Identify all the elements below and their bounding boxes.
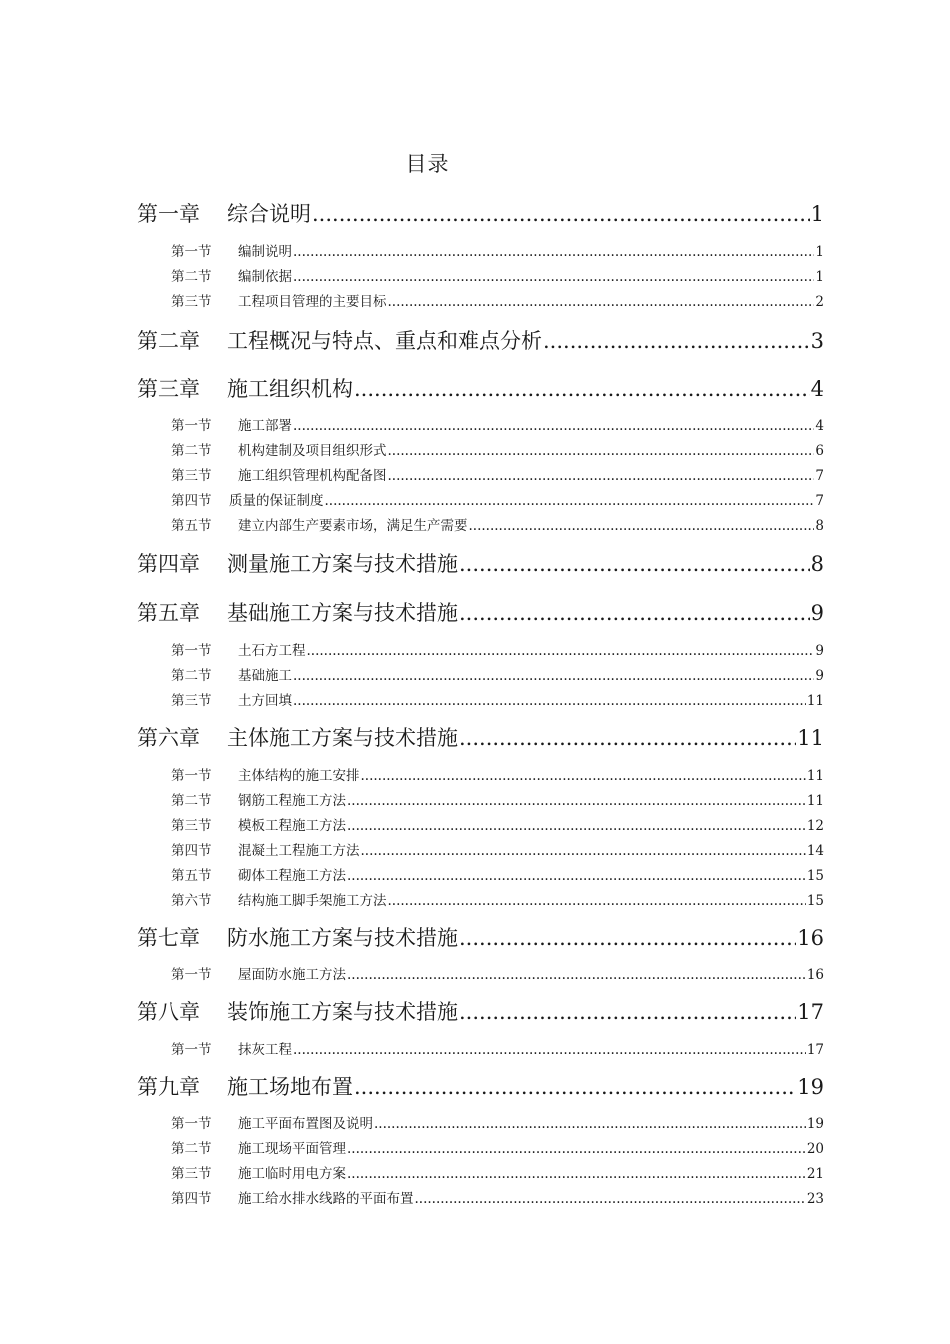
entry-page-number: 7 bbox=[815, 468, 824, 484]
entry-title: 模板工程施工方法 bbox=[238, 818, 346, 834]
dot-leader bbox=[347, 967, 806, 983]
entry-title: 工程概况与特点、重点和难点分析 bbox=[227, 329, 542, 353]
entry-title: 结构施工脚手架施工方法 bbox=[238, 893, 387, 909]
toc-section-entry[interactable] bbox=[171, 464, 824, 484]
entry-number: 第二节 bbox=[171, 668, 212, 684]
entry-page-number: 9 bbox=[815, 668, 824, 684]
entry-number: 第八章 bbox=[137, 1000, 200, 1024]
entry-number: 第三节 bbox=[171, 818, 212, 834]
entry-page-number: 21 bbox=[806, 1166, 824, 1182]
entry-number: 第三节 bbox=[171, 693, 212, 709]
entry-number: 第二节 bbox=[171, 443, 212, 459]
dot-leader bbox=[293, 1042, 806, 1058]
toc-section-entry[interactable] bbox=[171, 664, 824, 684]
entry-title: 综合说明 bbox=[227, 202, 311, 226]
entry-title: 编制依据 bbox=[238, 269, 292, 285]
toc-title: 目录 bbox=[405, 152, 450, 176]
entry-page-number: 16 bbox=[806, 967, 824, 983]
entry-title: 施工组织管理机构配备图 bbox=[238, 468, 387, 484]
dot-leader bbox=[361, 768, 806, 784]
dot-leader bbox=[543, 329, 810, 353]
entry-page-number: 12 bbox=[806, 818, 824, 834]
entry-title: 混凝土工程施工方法 bbox=[238, 843, 360, 859]
entry-title: 建立内部生产要素市场，满足生产需要 bbox=[238, 518, 468, 534]
entry-page-number: 1 bbox=[815, 244, 824, 260]
entry-number: 第六章 bbox=[137, 726, 200, 750]
dot-leader bbox=[388, 468, 815, 484]
toc-section-entry[interactable] bbox=[171, 764, 824, 784]
entry-title: 屋面防水施工方法 bbox=[238, 967, 346, 983]
entry-number: 第四节 bbox=[171, 1191, 212, 1207]
dot-leader bbox=[347, 1166, 806, 1182]
entry-number: 第七章 bbox=[137, 926, 200, 950]
entry-page-number: 19 bbox=[797, 1075, 824, 1099]
entry-page-number: 11 bbox=[797, 726, 824, 750]
entry-number: 第一节 bbox=[171, 1116, 212, 1132]
entry-number: 第三章 bbox=[137, 377, 200, 401]
toc-section-entry[interactable] bbox=[171, 689, 824, 709]
entry-title: 土方回填 bbox=[238, 693, 292, 709]
entry-page-number: 1 bbox=[810, 202, 824, 226]
dot-leader bbox=[312, 202, 810, 226]
entry-page-number: 8 bbox=[810, 552, 824, 576]
entry-page-number: 20 bbox=[806, 1141, 824, 1157]
entry-page-number: 15 bbox=[806, 868, 824, 884]
entry-page-number: 1 bbox=[815, 269, 824, 285]
entry-number: 第一章 bbox=[137, 202, 200, 226]
entry-number: 第一节 bbox=[171, 643, 212, 659]
toc-chapter-entry[interactable] bbox=[137, 722, 824, 752]
entry-title: 防水施工方案与技术措施 bbox=[227, 926, 458, 950]
entry-title: 装饰施工方案与技术措施 bbox=[227, 1000, 458, 1024]
entry-title: 施工组织机构 bbox=[227, 377, 353, 401]
entry-number: 第五节 bbox=[171, 868, 212, 884]
entry-number: 第五节 bbox=[171, 518, 212, 534]
entry-title: 编制说明 bbox=[238, 244, 292, 260]
entry-page-number: 9 bbox=[810, 601, 824, 625]
entry-page-number: 8 bbox=[815, 518, 824, 534]
dot-leader bbox=[361, 843, 806, 859]
entry-page-number: 4 bbox=[810, 377, 824, 401]
entry-title: 施工临时用电方案 bbox=[238, 1166, 346, 1182]
entry-number: 第三节 bbox=[171, 468, 212, 484]
entry-page-number: 9 bbox=[815, 643, 824, 659]
entry-number: 第一节 bbox=[171, 967, 212, 983]
entry-page-number: 7 bbox=[815, 493, 824, 509]
toc-section-entry[interactable] bbox=[171, 839, 824, 859]
entry-title: 施工现场平面管理 bbox=[238, 1141, 346, 1157]
dot-leader bbox=[459, 726, 796, 750]
dot-leader bbox=[354, 377, 810, 401]
entry-number: 第四章 bbox=[137, 552, 200, 576]
toc-section-entry[interactable] bbox=[171, 489, 824, 509]
toc-section-entry[interactable] bbox=[171, 814, 824, 834]
toc-section-entry[interactable] bbox=[171, 240, 824, 260]
dot-leader bbox=[347, 1141, 806, 1157]
toc-section-entry[interactable] bbox=[171, 639, 824, 659]
entry-number: 第一节 bbox=[171, 768, 212, 784]
entry-title: 施工部署 bbox=[238, 418, 292, 434]
entry-page-number: 11 bbox=[806, 768, 824, 784]
toc-section-entry[interactable] bbox=[171, 963, 824, 983]
entry-page-number: 19 bbox=[806, 1116, 824, 1132]
toc-section-entry[interactable] bbox=[171, 1187, 824, 1207]
toc-section-entry[interactable] bbox=[171, 1162, 824, 1182]
dot-leader bbox=[388, 893, 806, 909]
entry-number: 第二节 bbox=[171, 1141, 212, 1157]
dot-leader bbox=[347, 818, 806, 834]
entry-page-number: 11 bbox=[806, 693, 824, 709]
entry-number: 第五章 bbox=[137, 601, 200, 625]
dot-leader bbox=[459, 552, 810, 576]
dot-leader bbox=[347, 868, 806, 884]
entry-page-number: 23 bbox=[806, 1191, 824, 1207]
toc-chapter-entry[interactable] bbox=[137, 325, 824, 355]
toc-section-entry[interactable] bbox=[171, 789, 824, 809]
dot-leader bbox=[307, 643, 815, 659]
dot-leader bbox=[374, 1116, 806, 1132]
dot-leader bbox=[347, 793, 806, 809]
dot-leader bbox=[293, 418, 814, 434]
entry-number: 第二节 bbox=[171, 269, 212, 285]
toc-section-entry[interactable] bbox=[171, 290, 824, 310]
toc-chapter-entry[interactable] bbox=[137, 922, 824, 952]
entry-title: 测量施工方案与技术措施 bbox=[227, 552, 458, 576]
entry-title: 工程项目管理的主要目标 bbox=[238, 294, 387, 310]
entry-number: 第六节 bbox=[171, 893, 212, 909]
entry-number: 第二章 bbox=[137, 329, 200, 353]
dot-leader bbox=[293, 244, 814, 260]
dot-leader bbox=[354, 1075, 796, 1099]
entry-page-number: 15 bbox=[806, 893, 824, 909]
entry-number: 第一节 bbox=[171, 244, 212, 260]
entry-title: 钢筋工程施工方法 bbox=[238, 793, 346, 809]
entry-title: 施工给水排水线路的平面布置 bbox=[238, 1191, 414, 1207]
toc-section-entry[interactable] bbox=[171, 439, 824, 459]
entry-number: 第四节 bbox=[171, 843, 212, 859]
toc-section-entry[interactable] bbox=[171, 864, 824, 884]
entry-title: 抹灰工程 bbox=[238, 1042, 292, 1058]
entry-page-number: 17 bbox=[806, 1042, 824, 1058]
entry-title: 土石方工程 bbox=[238, 643, 306, 659]
entry-title: 机构建制及项目组织形式 bbox=[238, 443, 387, 459]
dot-leader bbox=[388, 294, 815, 310]
toc-chapter-entry[interactable] bbox=[137, 373, 824, 403]
entry-page-number: 2 bbox=[815, 294, 824, 310]
dot-leader bbox=[293, 269, 814, 285]
toc-section-entry[interactable] bbox=[171, 414, 824, 434]
toc-section-entry[interactable] bbox=[171, 1038, 824, 1058]
entry-title: 主体结构的施工安排 bbox=[238, 768, 360, 784]
entry-page-number: 14 bbox=[806, 843, 824, 859]
dot-leader bbox=[293, 693, 806, 709]
toc-chapter-entry[interactable] bbox=[137, 597, 824, 627]
toc-chapter-entry[interactable] bbox=[137, 1071, 824, 1101]
entry-page-number: 16 bbox=[797, 926, 824, 950]
entry-number: 第九章 bbox=[137, 1075, 200, 1099]
entry-page-number: 11 bbox=[806, 793, 824, 809]
entry-page-number: 4 bbox=[815, 418, 824, 434]
entry-number: 第三节 bbox=[171, 294, 212, 310]
entry-number: 第四节 bbox=[171, 493, 212, 509]
dot-leader bbox=[469, 518, 815, 534]
entry-number: 第一节 bbox=[171, 1042, 212, 1058]
toc-chapter-entry[interactable] bbox=[137, 996, 824, 1026]
entry-title: 质量的保证制度 bbox=[229, 493, 324, 509]
toc-section-entry[interactable] bbox=[171, 265, 824, 285]
entry-page-number: 17 bbox=[797, 1000, 824, 1024]
dot-leader bbox=[459, 1000, 796, 1024]
entry-title: 主体施工方案与技术措施 bbox=[227, 726, 458, 750]
entry-title: 基础施工 bbox=[238, 668, 292, 684]
toc-section-entry[interactable] bbox=[171, 514, 824, 534]
dot-leader bbox=[293, 668, 814, 684]
entry-number: 第一节 bbox=[171, 418, 212, 434]
entry-title: 施工场地布置 bbox=[227, 1075, 353, 1099]
dot-leader bbox=[415, 1191, 806, 1207]
entry-title: 施工平面布置图及说明 bbox=[238, 1116, 373, 1132]
toc-section-entry[interactable] bbox=[171, 889, 824, 909]
entry-title: 基础施工方案与技术措施 bbox=[227, 601, 458, 625]
toc-chapter-entry[interactable] bbox=[137, 198, 824, 228]
entry-page-number: 6 bbox=[815, 443, 824, 459]
entry-number: 第二节 bbox=[171, 793, 212, 809]
entry-number: 第三节 bbox=[171, 1166, 212, 1182]
toc-section-entry[interactable] bbox=[171, 1112, 824, 1132]
dot-leader bbox=[459, 926, 796, 950]
dot-leader bbox=[459, 601, 810, 625]
entry-page-number: 3 bbox=[810, 329, 824, 353]
dot-leader bbox=[388, 443, 815, 459]
toc-chapter-entry[interactable] bbox=[137, 548, 824, 578]
entry-title: 砌体工程施工方法 bbox=[238, 868, 346, 884]
dot-leader bbox=[325, 493, 815, 509]
toc-section-entry[interactable] bbox=[171, 1137, 824, 1157]
